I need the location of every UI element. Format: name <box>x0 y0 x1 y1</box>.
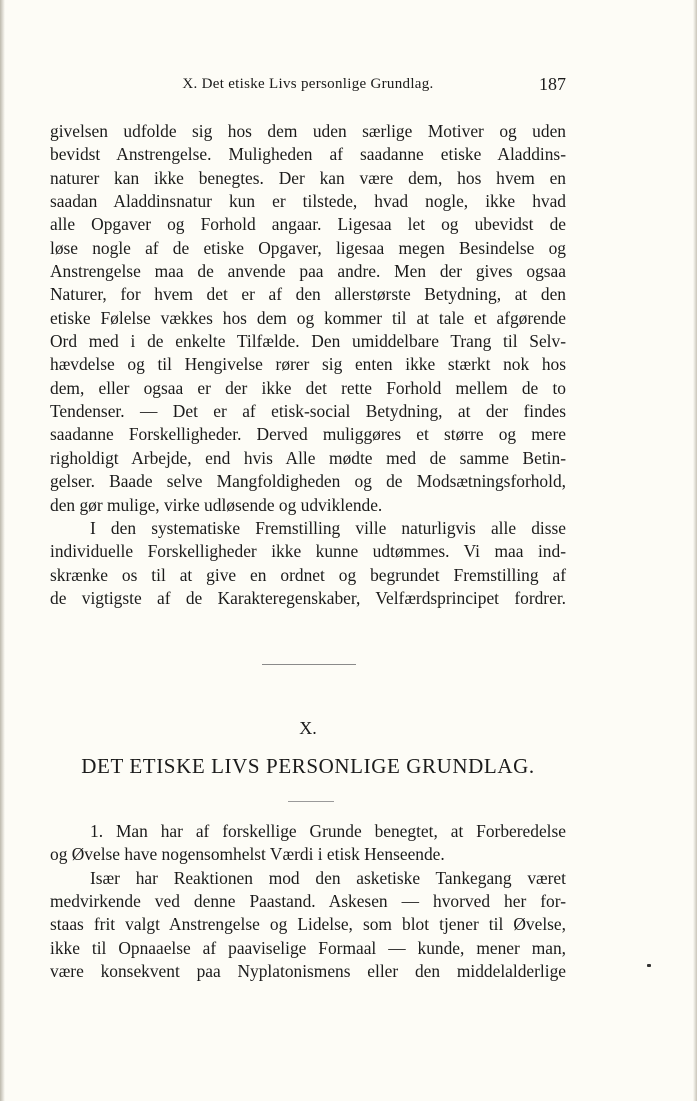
text-line: skrænke os til at give en ordnet og begrundet Fremstilling af <box>50 564 566 585</box>
page-left-edge-shadow <box>0 0 5 1101</box>
text-block-bottom <box>50 820 566 983</box>
text-line: den gør mulige, virke udløsende og udviklende. <box>50 494 383 515</box>
text-block-top <box>50 120 566 610</box>
running-head <box>50 76 566 100</box>
text-line: og Øvelse have nogensomhelst Værdi i etisk Henseende. <box>50 844 445 865</box>
text-line: ikke til Opnaaelse af paaviselige Formaal — kunde, mener man, <box>50 937 566 958</box>
text-line: Ord med i de enkelte Tilfælde. Den umiddelbare Trang til Selv- <box>50 331 566 352</box>
text-line: bevidst Anstrengelse. Muligheden af saadanne etiske Aladdins- <box>50 144 566 165</box>
chapter-title: DET ETISKE LIVS PERSONLIGE GRUNDLAG. <box>81 754 535 778</box>
text-line: løse nogle af de etiske Opgaver, ligesaa megen Besindelse og <box>50 237 566 258</box>
text-line: Anstrengelse maa de anvende paa andre. Men der gives ogsaa <box>50 261 566 282</box>
text-line: 1. Man har af forskellige Grunde benegtet, at Forberedelse <box>90 821 566 841</box>
text-line: være konsekvent paa Nyplatonismens eller den middelalderlige <box>50 961 566 982</box>
chapter-number: X. <box>299 718 317 738</box>
text-line: medvirkende ved denne Paastand. Askesen — hvorved her for- <box>50 891 566 912</box>
page-number: 187 <box>539 74 566 94</box>
text-line: Tendenser. — Det er af etisk-social Betydning, at der findes <box>50 401 566 422</box>
section-divider-rule <box>262 664 356 665</box>
text-line: naturer kan ikke benegtes. Der kan være dem, hos hvem en <box>50 167 566 188</box>
text-line: righoldigt Arbejde, end hvis Alle mødte med de samme Betin- <box>50 447 566 468</box>
text-line: alle Opgaver og Forhold angaar. Ligesaa let og ubevidst de <box>50 214 566 235</box>
running-head-title: X. Det etiske Livs personlige Grundlag. <box>182 76 434 92</box>
text-line: saadanne Forskelligheder. Derved muliggøres et større og mere <box>50 424 566 445</box>
text-line: Især har Reaktionen mod den asketiske Tankegang været <box>90 867 566 888</box>
text-line: etiske Følelse vækkes hos dem og kommer til at tale et afgørende <box>50 307 566 328</box>
text-line: de vigtigste af de Karakteregenskaber, Velfærdsprincipet fordrer. <box>50 587 566 608</box>
text-line: givelsen udfolde sig hos dem uden særlige Motiver og uden <box>50 121 566 141</box>
ink-speck <box>647 964 651 967</box>
text-line: dem, eller ogsaa er der ikke det rette Forhold mellem de to <box>50 377 566 398</box>
page-right-edge-shadow <box>693 0 697 1101</box>
text-line: Naturer, for hvem det er af den allerstørste Betydning, at den <box>50 284 566 305</box>
text-line: I den systematiske Fremstilling ville naturligvis alle disse <box>90 517 566 538</box>
text-line: hævdelse og til Hengivelse rører sig enten ikke stærkt nok hos <box>50 354 566 375</box>
text-line: individuelle Forskelligheder ikke kunne udtømmes. Vi maa ind- <box>50 541 566 562</box>
chapter-title-rule <box>288 801 334 802</box>
text-line: staas frit valgt Anstrengelse og Lidelse, som blot tjener til Øvelse, <box>50 914 566 935</box>
text-line: saadan Aladdinsnatur kun er tilstede, hvad nogle, ikke hvad <box>50 191 566 212</box>
text-line: gelser. Baade selve Mangfoldigheden og de Modsætningsforhold, <box>50 471 566 492</box>
